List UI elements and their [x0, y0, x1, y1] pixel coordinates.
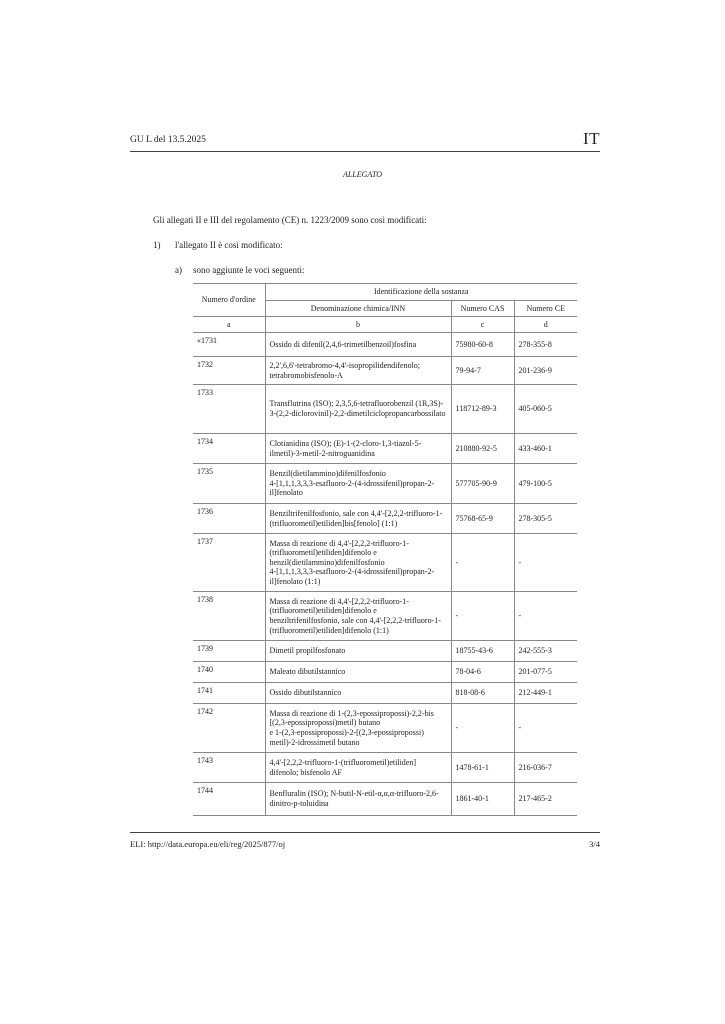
ce-cell: 479-100-5: [514, 464, 577, 504]
cas-cell: -: [451, 704, 514, 753]
denominazione-cell: Massa di reazione di 4,4'-[2,2,2-trifluoro-1-(trifluorometil)etiliden]difenolo e benziltrifenilfosfonio, sale con 4,4'-[2,2,2-trifluoro-1-(trifluorometil)etiliden]difenolo (1:1): [265, 592, 451, 641]
denominazione-cell: 4,4'-[2,2,2-trifluoro-1-(trifluorometil)etiliden] difenolo; bisfenolo AF: [265, 753, 451, 783]
ce-cell: 433-460-1: [514, 434, 577, 464]
col-letter-b: b: [265, 317, 451, 333]
cas-cell: 79-94-7: [451, 357, 514, 385]
denominazione-cell: Ossido dibutilstannico: [265, 683, 451, 704]
cas-cell: 118712-89-3: [451, 385, 514, 434]
denominazione-cell: Benfluralin (ISO); N-butil-N-etil-α,α,α-trifluoro-2,6-dinitro-p-toluidina: [265, 783, 451, 816]
ce-cell: -: [514, 592, 577, 641]
cas-cell: -: [451, 534, 514, 592]
numero-ordine-cell: 1733: [193, 385, 265, 434]
cas-cell: 18755-43-6: [451, 641, 514, 662]
page-header: [130, 131, 600, 152]
ce-cell: 405-060-5: [514, 385, 577, 434]
page-number: 3/4: [589, 839, 600, 849]
numero-ordine-cell: 1741: [193, 683, 265, 704]
sublist-item-text: sono aggiunte le voci seguenti:: [193, 265, 305, 275]
ce-cell: 212-449-1: [514, 683, 577, 704]
numero-ordine-cell: 1740: [193, 662, 265, 683]
ce-cell: -: [514, 704, 577, 753]
eli-link[interactable]: ELI: http://data.europa.eu/eli/reg/2025/877/oj: [130, 839, 286, 849]
numero-ordine-cell: 1744: [193, 783, 265, 816]
table-row: [193, 434, 577, 464]
col-header-identificazione: Identificazione della sostanza: [265, 284, 577, 301]
denominazione-cell: Dimetil propilfosfonato: [265, 641, 451, 662]
cas-cell: 577705-90-9: [451, 464, 514, 504]
table-row: [193, 504, 577, 534]
cas-cell: 1478-61-1: [451, 753, 514, 783]
numero-ordine-cell: 1736: [193, 504, 265, 534]
annex-title: ALLEGATO: [342, 170, 383, 179]
page-footer: [130, 832, 600, 849]
table-row: [193, 683, 577, 704]
cas-cell: 818-08-6: [451, 683, 514, 704]
numero-ordine-cell: 1738: [193, 592, 265, 641]
col-letter-d: d: [514, 317, 577, 333]
intro-paragraph: Gli allegati II e III del regolamento (CE) n. 1223/2009 sono così modificati:: [153, 215, 427, 225]
table-row: [193, 753, 577, 783]
denominazione-cell: Massa di reazione di 4,4'-[2,2,2-trifluoro-1-(trifluorometil)etiliden]difenolo e benzil(dietilammino)difenilfosfonio 4-[1,1,1,3,3,3-esafluoro-2-(4-idrossifenil)propan-2-il]fenolato (1:1): [265, 534, 451, 592]
table-row: [193, 357, 577, 385]
table-row: [193, 592, 577, 641]
col-header-cas: Numero CAS: [451, 301, 514, 317]
col-header-numero-ordine: Numero d'ordine: [193, 284, 265, 317]
substances-table: [193, 283, 577, 816]
journal-reference: GU L del 13.5.2025: [130, 135, 206, 145]
denominazione-cell: Maleato dibutilstannico: [265, 662, 451, 683]
cas-cell: -: [451, 592, 514, 641]
table-row: [193, 385, 577, 434]
ce-cell: 216-036-7: [514, 753, 577, 783]
col-letter-a: a: [193, 317, 265, 333]
ce-cell: 278-305-5: [514, 504, 577, 534]
col-letter-c: c: [451, 317, 514, 333]
table-row: [193, 662, 577, 683]
denominazione-cell: Benziltrifenilfosfonio, sale con 4,4'-[2,2,2-trifluoro-1-(trifluorometil)etiliden]bis[fenolo] (1:1): [265, 504, 451, 534]
cas-cell: 75768-65-9: [451, 504, 514, 534]
table-row: [193, 641, 577, 662]
sublist-letter: a): [175, 265, 182, 275]
numero-ordine-cell: 1732: [193, 357, 265, 385]
denominazione-cell: Massa di reazione di 1-(2,3-epossipropossi)-2,2-bis [(2,3-epossipropossi)metil) butano e 1-(2,3-epossipropossi)-2-[(2,3-epossipropossi) metil)-2-idrossimetil butano: [265, 704, 451, 753]
denominazione-cell: Ossido di difenil(2,4,6-trimetilbenzoil)fosfina: [265, 333, 451, 357]
numero-ordine-cell: 1735: [193, 464, 265, 504]
cas-cell: 75980-60-8: [451, 333, 514, 357]
denominazione-cell: Benzil(dietilammino)difenilfosfonio 4-[1,1,1,3,3,3-esafluoro-2-(4-idrossifenil)propan-2-il]fenolato: [265, 464, 451, 504]
numero-ordine-cell: 1739: [193, 641, 265, 662]
col-header-denominazione: Denominazione chimica/INN: [265, 301, 451, 317]
language-code: IT: [582, 129, 600, 148]
numero-ordine-cell: 1734: [193, 434, 265, 464]
numero-ordine-cell: «1731: [193, 333, 265, 357]
table-row: [193, 333, 577, 357]
numero-ordine-cell: 1737: [193, 534, 265, 592]
cas-cell: 78-04-6: [451, 662, 514, 683]
table-row: [193, 534, 577, 592]
table-row: [193, 704, 577, 753]
table-row: [193, 783, 577, 816]
ce-cell: 278-355-8: [514, 333, 577, 357]
cas-cell: 210880-92-5: [451, 434, 514, 464]
ce-cell: 217-465-2: [514, 783, 577, 816]
denominazione-cell: Transflutrina (ISO); 2,3,5,6-tetrafluorobenzil (1R,3S)- 3-(2,2-diclorovinil)-2,2-dimetilciclopropancarbossilato: [265, 385, 451, 434]
ce-cell: 242-555-3: [514, 641, 577, 662]
ce-cell: -: [514, 534, 577, 592]
col-header-ce: Numero CE: [514, 301, 577, 317]
ce-cell: 201-236-9: [514, 357, 577, 385]
numero-ordine-cell: 1743: [193, 753, 265, 783]
cas-cell: 1861-40-1: [451, 783, 514, 816]
list-item-text: l'allegato II è così modificato:: [175, 240, 283, 250]
table-row: [193, 464, 577, 504]
denominazione-cell: 2,2',6,6'-tetrabromo-4,4'-isopropilidendifenolo; tetrabromobisfenolo-A: [265, 357, 451, 385]
list-number: 1): [153, 240, 161, 250]
denominazione-cell: Clotianidina (ISO); (E)-1-(2-cloro-1,3-tiazol-5-ilmetil)-3-metil-2-nitroguanidina: [265, 434, 451, 464]
ce-cell: 201-077-5: [514, 662, 577, 683]
numero-ordine-cell: 1742: [193, 704, 265, 753]
